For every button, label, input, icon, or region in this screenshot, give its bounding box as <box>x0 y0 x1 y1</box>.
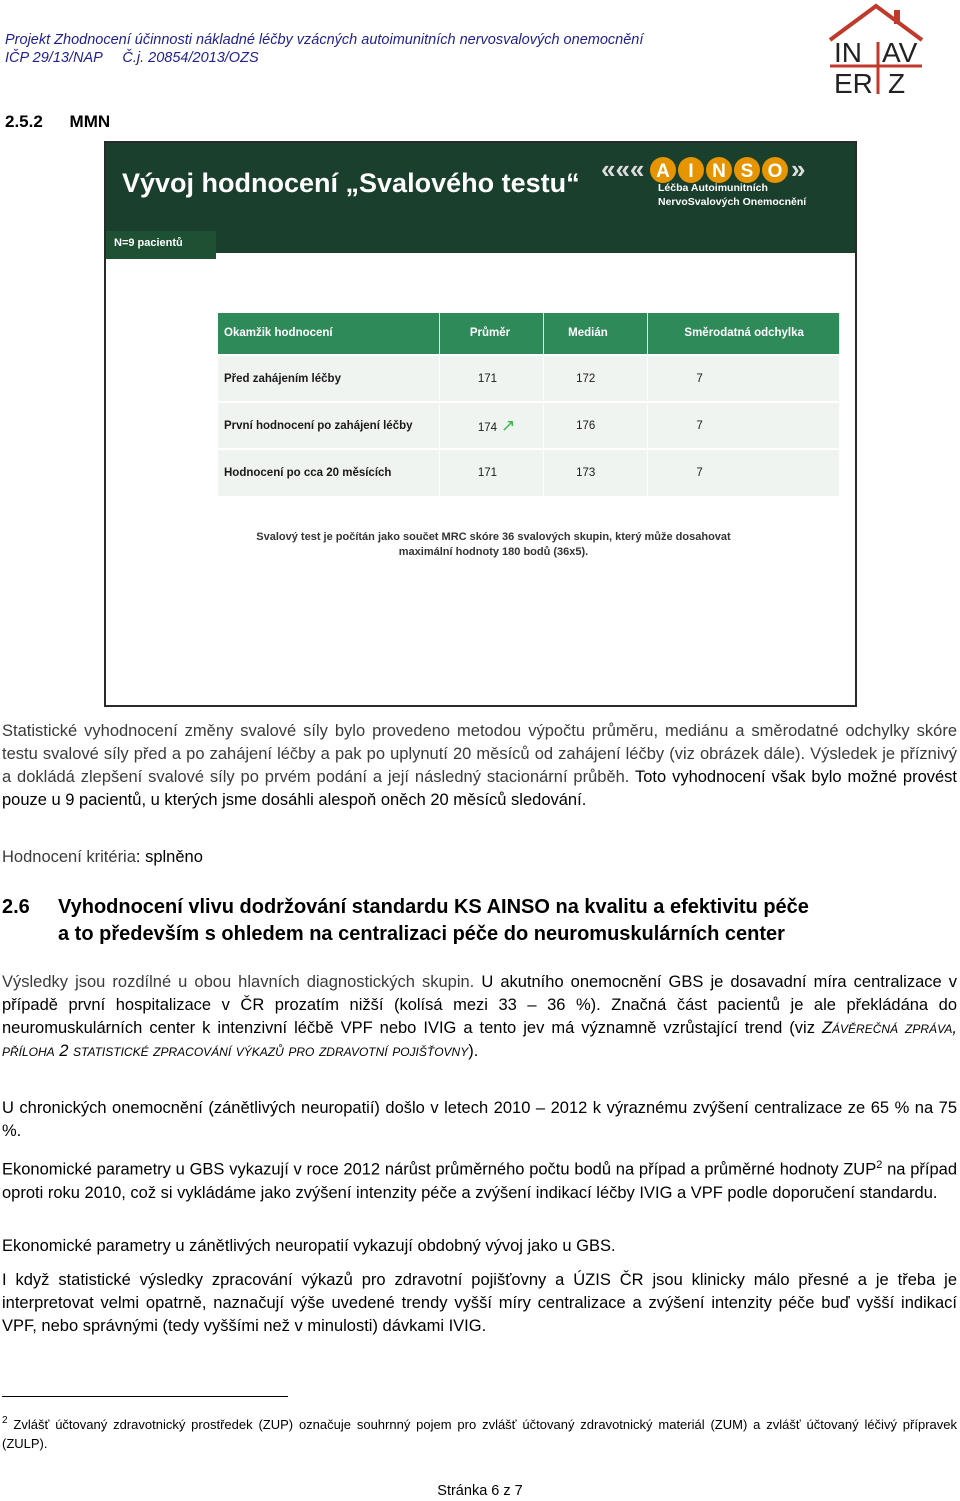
ainso-letter-o: O <box>767 161 783 182</box>
page-number: Stránka 6 z 7 <box>437 1483 523 1499</box>
criteria-line <box>2 846 957 869</box>
footnote-number: 2 <box>2 1415 8 1426</box>
paragraph-conclusion: I když statistické výsledky zpracování výkazů pro zdravotní pojišťovny a ÚZIS ČR jsou klinicky málo přesné a je třeba je interpretovat velmi opatrně, naznačují výše uvedené trendy vyšší míry centralizace a zvýšení intenzity péče buď vyšší indikací VPF, nebo správnými (tedy vyššími než v minulosti) dávkami IVIG. <box>2 1271 957 1335</box>
paragraph-results-part2: U akutního onemocnění GBS je dosavadní míra centralizace v případě první hospitalizace v ČR prozatím nižší (kolísá mezi 33 – 36 %). Značná část pacientů je ale překládána do neuromuskulárních center k intenzivní léčbě VPF nebo IVIG a tento jev má významně vzrůstající trend (viz <box>2 973 957 1037</box>
slide-footnote <box>106 530 855 560</box>
col-header-median: Medián <box>544 313 648 355</box>
chevrons-right-icon: » <box>791 154 806 184</box>
paragraph-results <box>2 971 957 1063</box>
table-header-row <box>218 313 840 355</box>
row-median: 173 <box>544 449 648 496</box>
criteria-value: : splněno <box>135 848 203 866</box>
row-median: 172 <box>544 355 648 402</box>
slide-footnote-line2: maximální hodnoty 180 bodů (36x5). <box>398 546 589 558</box>
logo-letters-in: IN <box>834 37 862 68</box>
slide-title: Vývoj hodnocení „Svalového testu“ <box>122 168 580 198</box>
footnote-ref: 2 <box>876 1159 883 1171</box>
report-reference: Závěrečná zpráva, příloha 2 statistické zpracování výkazů pro zdravotní pojišťovny <box>2 1019 957 1060</box>
footnote-text: Zvlášť účtovaný zdravotnický prostředek (ZUP) označuje souhrnný pojem pro zvlášť účtovaný zdravotnický materiál (ZUM) a zvlášť účtovaný léčivý přípravek (ZULP). <box>2 1417 957 1451</box>
row-label: Hodnocení po cca 20 měsících <box>218 449 439 496</box>
ainso-letter-a: A <box>656 161 670 182</box>
section-number: 2.5.2 <box>5 112 43 131</box>
col-header-mean: Průměr <box>439 313 543 355</box>
row-sd: 7 <box>648 402 840 449</box>
ainso-subtitle-line2: NervoSvalových Onemocnění <box>658 196 807 208</box>
paragraph-statistics <box>2 720 957 812</box>
footnote-divider <box>2 1396 288 1397</box>
col-header-timepoint: Okamžik hodnocení <box>218 313 439 355</box>
paragraph-results-end: ). <box>468 1042 479 1060</box>
reference-line: IČP 29/13/NAP Č.j. 20854/2013/OZS <box>5 50 259 66</box>
section-2-6-heading <box>2 894 957 948</box>
table-row <box>218 402 840 449</box>
ainso-letter-n: N <box>712 161 726 182</box>
logo-letters-er: ER <box>834 68 873 98</box>
ainso-letter-s: S <box>740 161 754 182</box>
inaverz-logo <box>826 2 926 98</box>
document-header <box>5 31 643 67</box>
paragraph-statistics-part2: Toto vyhodnocení však bylo možné provést pouze u 9 pacientů, u kterých jsme dosáhli alespoň oněch 20 měsíců sledování. <box>2 768 958 809</box>
row-mean: 171 <box>439 355 543 402</box>
trend-up-arrow-icon: ↗ <box>501 415 516 435</box>
heading-line2: a to především s ohledem na centralizaci péče do neuromuskulárních center <box>58 923 785 945</box>
row-label: Před zahájením léčby <box>218 355 439 402</box>
row-sd: 7 <box>648 355 840 402</box>
paragraph-chronic: U chronických onemocnění (zánětlivých neuropatií) došlo v letech 2010 – 2012 k výraznému zvýšení centralizace ze 65 % na 75 %. <box>2 1099 957 1140</box>
logo-letters-av: AV <box>882 37 918 68</box>
row-mean: 171 <box>439 449 543 496</box>
paragraph-results-part1: Výsledky jsou rozdílné u obou hlavních diagnostických skupin. <box>2 973 475 991</box>
ainso-subtitle <box>658 181 806 209</box>
chevrons-left-icon: ««« <box>601 154 645 184</box>
muscle-test-table <box>218 313 840 496</box>
table-row <box>218 449 840 496</box>
paragraph-economic-gbs-part2: na případ oproti roku 2010, což si vykládáme jako zvýšení intenzity péče a zvýšení indikací léčby IVIG a VPF podle doporučení standardu. <box>2 1160 957 1202</box>
ainso-subtitle-line1: Léčba Autoimunitních <box>658 182 768 194</box>
paragraph-economic-gbs <box>2 1154 957 1205</box>
project-title: Projekt Zhodnocení účinnosti nákladné léčby vzácných autoimunitních nervosvalových onemocnění <box>5 32 644 48</box>
slide-footnote-line1: Svalový test je počítán jako součet MRC skóre 36 svalových skupin, který může dosahovat <box>256 531 731 543</box>
row-label: První hodnocení po zahájení léčby <box>218 402 439 449</box>
footnote <box>2 1415 957 1453</box>
patient-count-badge: N=9 pacientů <box>106 231 216 259</box>
col-header-sd: Směrodatná odchylka <box>648 313 840 355</box>
row-mean: 174 <box>477 421 498 434</box>
criteria-label: Hodnocení kritéria <box>2 848 136 866</box>
section-heading <box>5 112 110 132</box>
row-mean-cell <box>439 402 543 449</box>
paragraph-economic-neuropathies: Ekonomické parametry u zánětlivých neuropatií vykazují obdobný vývoj jako u GBS. <box>2 1237 616 1255</box>
logo-letters-z: Z <box>888 68 906 98</box>
paragraph-economic-gbs-part1: Ekonomické parametry u GBS vykazují v roce 2012 nárůst průměrného počtu bodů na případ a průměrné hodnoty ZUP <box>2 1160 877 1179</box>
ainso-letter-i: I <box>688 161 694 182</box>
row-sd: 7 <box>648 449 840 496</box>
table-row <box>218 355 840 402</box>
slide-image <box>104 141 857 707</box>
paragraph-statistics-part1: Statistické vyhodnocení změny svalové síly bylo provedeno metodou výpočtu průměru, mediánu a směrodatné odchylky skóre testu svalové síly před a po zahájení léčby a pak po uplynutí 20 měsíců od zahájení léčby (viz obrázek dále). Výsledek je příznivý a dokládá zlepšení svalové síly po prvém podání a její následný stacionární průběh. <box>2 722 957 786</box>
heading-number: 2.6 <box>2 896 30 918</box>
section-title: MMN <box>69 112 111 131</box>
row-median: 176 <box>544 402 648 449</box>
heading-line1: Vyhodnocení vlivu dodržování standardu KS AINSO na kvalitu a efektivitu péče <box>58 896 809 918</box>
